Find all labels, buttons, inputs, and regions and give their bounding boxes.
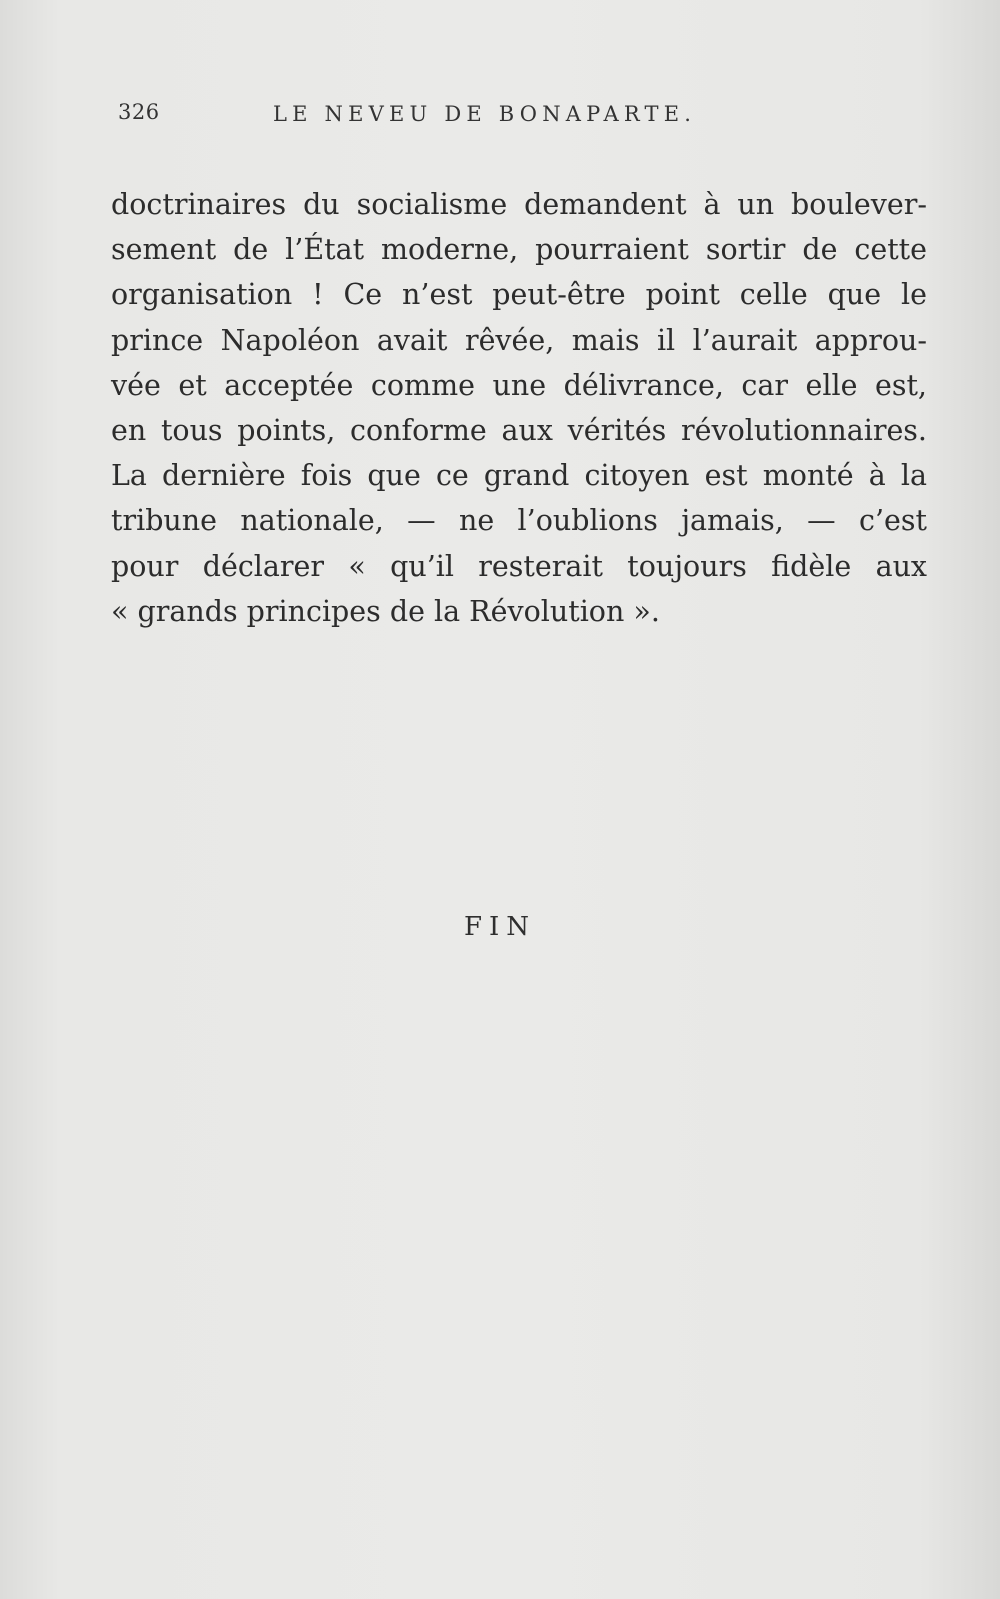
text-line: prince Napoléon avait rêvée, mais il l’aurait approu- <box>111 323 927 357</box>
text-line: organisation ! Ce n’est peut-être point celle que le <box>111 278 927 312</box>
text-line: sement de l’État moderne, pourraient sortir de cette <box>111 233 927 267</box>
page-number: 326 <box>118 100 160 124</box>
text-line: pour déclarer « qu’il resterait toujours fidèle aux <box>111 549 927 583</box>
text-line: « grands principes de la Révolution ». <box>111 594 660 628</box>
running-title: LE NEVEU DE BONAPARTE. <box>273 102 697 126</box>
end-mark: FIN <box>463 912 537 942</box>
text-line: doctrinaires du socialisme demandent à un boulever- <box>111 188 927 221</box>
text-line: La dernière fois que ce grand citoyen est monté à la <box>111 459 927 493</box>
text-line: tribune nationale, — ne l’oublions jamais, — c’est <box>111 504 927 538</box>
body-paragraph <box>111 182 927 634</box>
text-line: en tous points, conforme aux vérités révolutionnaires. <box>111 413 927 447</box>
text-line: vée et acceptée comme une délivrance, car elle est, <box>111 368 927 402</box>
page-header <box>118 100 768 140</box>
